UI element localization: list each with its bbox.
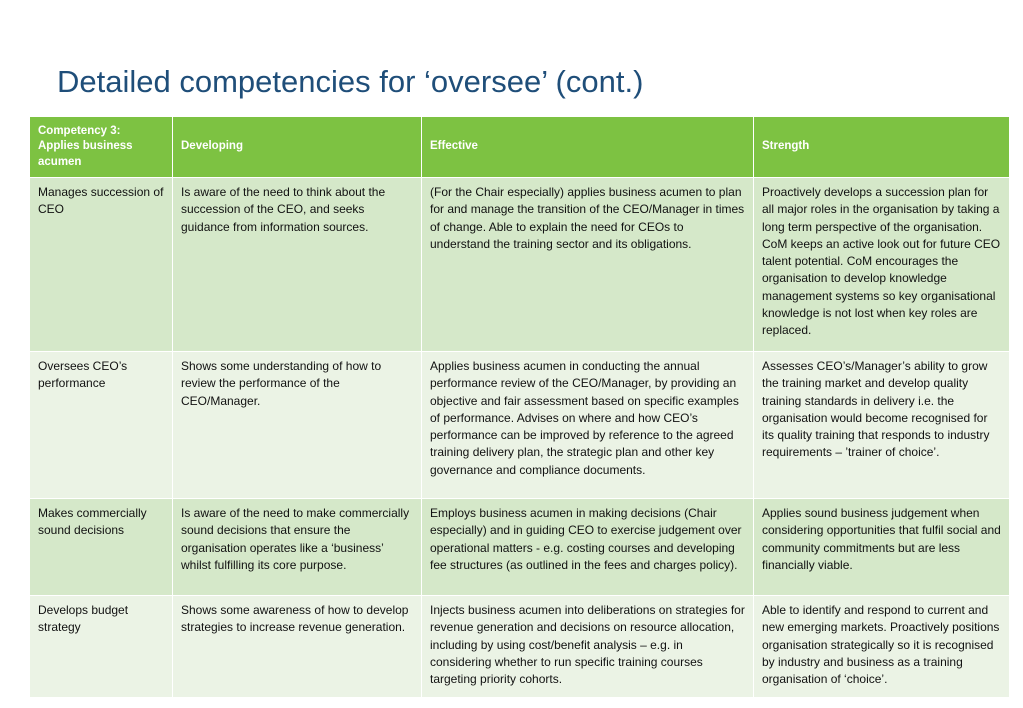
effective-cell: Injects business acumen into deliberations on strategies for revenue generation and decisions on resource allocation, including by using cost/benefit analysis – e.g. in considering whether to run specific training courses targeting priority cohorts. bbox=[422, 596, 754, 698]
developing-cell: Is aware of the need to make commercially sound decisions that ensure the organisation operates like a ‘business’ whilst fulfilling its core purpose. bbox=[173, 499, 422, 596]
competency-cell: Develops budget strategy bbox=[30, 596, 173, 698]
strength-cell: Assesses CEO’s/Manager’s ability to grow the training market and develop quality training standards in delivery i.e. the organisation would become recognised for its quality training that responds to industry requirements – ’trainer of choice’. bbox=[754, 352, 1010, 499]
competency-cell: Oversees CEO’s performance bbox=[30, 352, 173, 499]
table-row bbox=[30, 352, 1010, 499]
competency-table bbox=[29, 116, 1010, 698]
table-row bbox=[30, 499, 1010, 596]
header-developing: Developing bbox=[173, 117, 422, 178]
developing-cell: Shows some understanding of how to review the performance of the CEO/Manager. bbox=[173, 352, 422, 499]
competency-cell: Manages succession of CEO bbox=[30, 178, 173, 352]
competency-cell: Makes commercially sound decisions bbox=[30, 499, 173, 596]
strength-cell: Applies sound business judgement when considering opportunities that fulfil social and community commitments but are less financially viable. bbox=[754, 499, 1010, 596]
header-competency: Competency 3: Applies business acumen bbox=[30, 117, 173, 178]
developing-cell: Shows some awareness of how to develop strategies to increase revenue generation. bbox=[173, 596, 422, 698]
effective-cell: Employs business acumen in making decisions (Chair especially) and in guiding CEO to exercise judgement over operational matters - e.g. costing courses and developing fee structures (as outlined in the fees and charges policy). bbox=[422, 499, 754, 596]
strength-cell: Able to identify and respond to current and new emerging markets. Proactively positions organisation strategically so it is recognised by industry and business as a training organisation of ‘choice’. bbox=[754, 596, 1010, 698]
effective-cell: Applies business acumen in conducting the annual performance review of the CEO/Manager, by providing an objective and fair assessment based on specific examples of performance. Advises on where and how CEO’s performance can be improved by reference to the agreed training delivery plan, the strategic plan and other key governance and compliance documents. bbox=[422, 352, 754, 499]
table-header-row bbox=[30, 117, 1010, 178]
table-row bbox=[30, 178, 1010, 352]
page-title: Detailed competencies for ‘oversee’ (cont.) bbox=[57, 64, 644, 99]
header-effective: Effective bbox=[422, 117, 754, 178]
effective-cell: (For the Chair especially) applies business acumen to plan for and manage the transition of the CEO/Manager in times of change. Able to explain the need for CEOs to understand the training sector and its obligations. bbox=[422, 178, 754, 352]
header-strength: Strength bbox=[754, 117, 1010, 178]
table-row bbox=[30, 596, 1010, 698]
strength-cell: Proactively develops a succession plan for all major roles in the organisation by taking a long term perspective of the organisation. CoM keeps an active look out for future CEO talent potential. CoM encourages the organisation to develop knowledge management systems so key organisational knowledge is not lost when key roles are replaced. bbox=[754, 178, 1010, 352]
developing-cell: Is aware of the need to think about the succession of the CEO, and seeks guidance from information sources. bbox=[173, 178, 422, 352]
